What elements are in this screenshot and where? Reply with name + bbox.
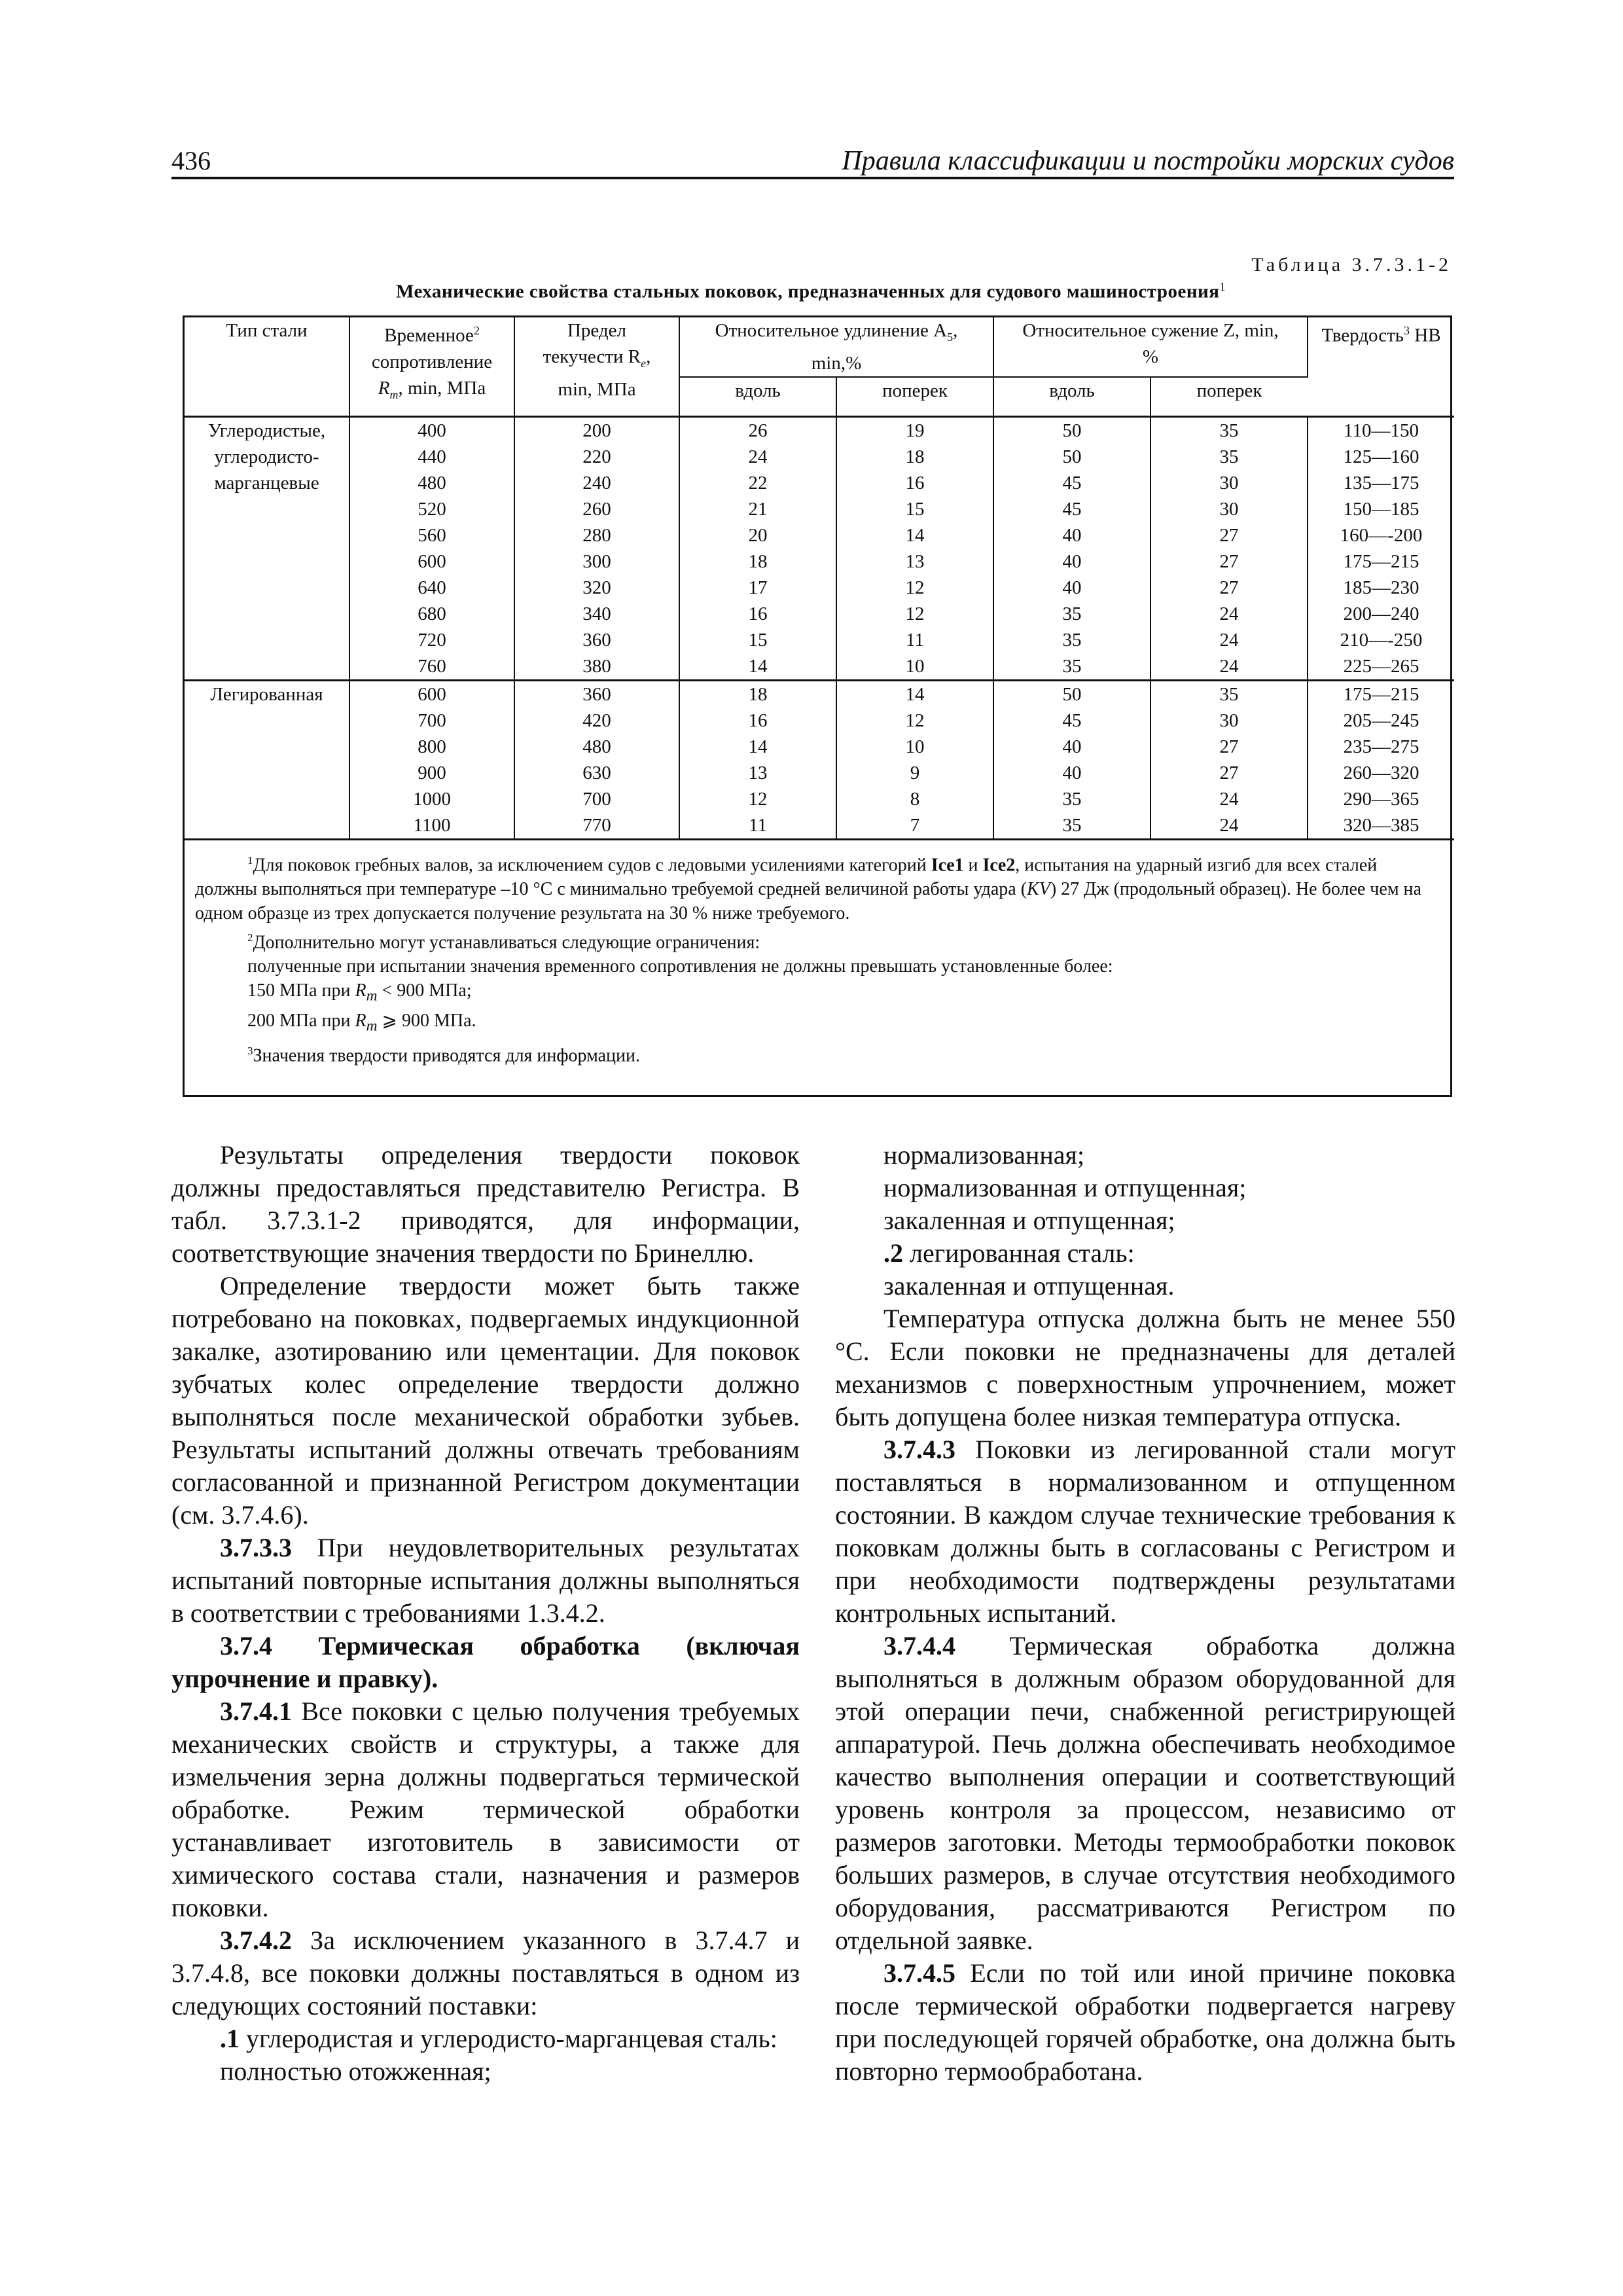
steel-type-line: марганцевые [214,472,319,493]
cell-value: 700 [418,709,446,731]
cell-value: 420 [582,709,611,731]
cell-value: 14 [748,736,768,757]
cell-value: 16 [748,709,768,731]
footnote-1: $^1$Для поковок гребных валов, за исключением судов с ледовыми усилениями категорий Ice1 и Ice2, испытания на ударный изгиб для всех сталей должны выполняться при температуре –10 °С с минимально требуемой средней величиной работы удара (KV) 27 Дж (продольный образец). Не более чем на одном образце из трех допускается получение результата на 30 % ниже требуемого. [195,853,1421,924]
clause-number: 3.7.4.4 [883,1631,955,1660]
cell-value: 40 [1062,550,1082,572]
col-header-reduct-along: вдоль [993,377,1150,417]
footnote-2-text: полученные при испытании значения временного сопротивления не должны превышать установленные более: [247,956,1113,977]
cell-value: 30 [1219,498,1239,520]
steel-type-line: Углеродистые, [207,420,326,441]
cell-value: 290—365 [1343,788,1419,810]
cell-value: 45 [1062,709,1082,731]
table-cell [514,680,679,839]
cell-value: 18 [905,446,925,467]
cell-value: 27 [1219,577,1239,598]
cell-value: 27 [1219,524,1239,546]
cell-value: 640 [418,577,446,598]
table-cell [993,680,1150,839]
cell-value: 150—185 [1343,498,1419,520]
cell-value: 800 [418,736,446,757]
cell-value: 11 [906,629,924,651]
table-row-group [185,416,1454,680]
cell-value: 24 [1219,788,1239,810]
cell-value: 26 [748,420,768,441]
cell-value: 19 [905,420,925,441]
col-header-elongation: Относительное удлинение $A_5$, min,% [679,317,993,377]
cell-value: 12 [905,603,925,624]
cell-value: 15 [905,498,925,520]
cell-value: 14 [905,524,925,546]
cell-value: 360 [582,629,611,651]
cell-value: 320—385 [1343,814,1419,836]
col-header-reduct-across: поперек [1150,377,1308,417]
cell-value: 35 [1219,420,1239,441]
table-cell [1150,416,1308,680]
cell-value: 40 [1062,762,1082,783]
cell-value: 630 [582,762,611,783]
cell-value: 35 [1062,788,1082,810]
cell-value: 175—215 [1343,550,1419,572]
cell-value: 35 [1219,446,1239,467]
cell-value: 45 [1062,472,1082,493]
paragraph: 3.7.3.3 При неудовлетворительных результатах испытаний повторные испытания должны выполняться в соответствии с требованиями 1.3.4.2. [171,1533,800,1628]
col-header-tensile: Временное$^2$ сопротивление $R_m$, min, МПа [349,317,514,416]
list-item: .1 углеродистая и углеродисто-марганцевая сталь: [220,2024,777,2053]
cell-value: 16 [905,472,925,493]
cell-value: 35 [1219,683,1239,705]
footnote-2-limit-b: 200 МПа при $R_m$ ⩾ 900 МПа. [247,1011,476,1035]
body-column-left [171,1139,800,2088]
table-cell [679,416,836,680]
table-cell [836,416,993,680]
footnote-2-limit-a: 150 МПа при $R_m < 900$ МПа; [247,980,472,1005]
cell-value: 1100 [413,814,451,836]
paragraph: 3.7.4.4 Термическая обработка должна выполняться в должным образом оборудованной для этой операции печи, снабженной регистрирующей аппаратурой. Печь должна обеспечивать необходимое качество выполнения операции и соответствующий уровень контроля за процессом, независимо от размеров заготовки. Методы термообработки поковок больших размеров, в случае отсутствия необходимого оборудования, рассматриваются Регистром по отдельной заявке. [835,1631,1455,1955]
cell-value: 480 [582,736,611,757]
cell-value: 700 [582,788,611,810]
cell-value: 50 [1062,683,1082,705]
list-item: нормализованная; [883,1140,1085,1170]
footnote-3: $^3$Значения твердости приводятся для информации. [247,1044,641,1066]
cell-value: 16 [748,603,768,624]
cell-value: 24 [1219,814,1239,836]
table-title-note: 1 [1219,280,1226,293]
clause-number: 3.7.4.1 [220,1696,292,1726]
section-heading: 3.7.4 Термическая обработка (включая упрочнение и правку). [171,1631,800,1693]
cell-value: 175—215 [1343,683,1419,705]
paragraph: 3.7.4.1 Все поковки с целью получения требуемых механических свойств и структуры, а также для измельчения зерна должны подвергаться термической обработке. Режим термической обработки устанавливает изготовитель в зависимости от химического состава стали, назначения и размеров поковки. [171,1696,800,1922]
table-cell [1150,680,1308,839]
cell-value: 20 [748,524,768,546]
cell-value: 45 [1062,498,1082,520]
table-cell [514,416,679,680]
cell-value: 600 [418,683,446,705]
cell-value: 35 [1062,629,1082,651]
col-header-reduction: Относительное сужение Z, min, % [993,317,1308,377]
cell-value: 135—175 [1343,472,1419,493]
cell-value: 760 [418,655,446,677]
cell-value: 50 [1062,420,1082,441]
cell-value: 205—245 [1343,709,1419,731]
table-cell [1308,416,1454,680]
cell-value: 14 [748,655,768,677]
cell-value: 12 [905,577,925,598]
cell-value: 13 [748,762,768,783]
steel-type-cell [185,416,349,680]
paragraph: 3.7.4.2 За исключением указанного в 3.7.4.7 и 3.7.4.8, все поковки должны поставляться в одном из следующих состояний поставки: [171,1926,800,2020]
paragraph: Определение твердости может быть также потребовано на поковках, подвергаемых индукционной закалке, азотированию или цементации. Для поковок зубчатых колес определение твердости должно выполняться после механической обработки зубьев. Результаты испытаний должны отвечать требованиям согласованной и признанной Регистром документации (см. 3.7.4.6). [171,1271,800,1530]
cell-value: 340 [582,603,611,624]
cell-value: 110—150 [1344,420,1419,441]
cell-value: 22 [748,472,768,493]
table-label: Таблица 3.7.3.1-2 [1251,254,1452,276]
table-cell [993,416,1150,680]
clause-number: 3.7.3.3 [220,1533,292,1562]
cell-value: 9 [910,762,920,783]
cell-value: 600 [418,550,446,572]
properties-grid [185,317,1454,840]
cell-value: 30 [1219,472,1239,493]
cell-value: 260—320 [1343,762,1419,783]
cell-value: 720 [418,629,446,651]
list-item: полностью отожженная; [220,2056,491,2086]
cell-value: 160—-200 [1340,524,1423,546]
cell-value: 35 [1062,603,1082,624]
col-header-hardness: Твердость$^3$ НВ [1308,317,1454,416]
cell-value: 125—160 [1343,446,1419,467]
steel-type-cell [185,680,349,839]
table-cell [349,680,514,839]
properties-table [183,315,1452,1097]
cell-value: 18 [748,683,768,705]
cell-value: 15 [748,629,768,651]
clause-number: 3.7.4.5 [883,1958,955,1988]
col-header-elong-across: поперек [836,377,993,417]
steel-type-line: Легированная [210,683,323,705]
cell-value: 560 [418,524,446,546]
cell-value: 770 [582,814,611,836]
list-item: .2 легированная сталь: [883,1238,1135,1268]
cell-value: 50 [1062,446,1082,467]
cell-value: 35 [1062,814,1082,836]
cell-value: 35 [1062,655,1082,677]
body-column-right [835,1139,1455,2088]
paragraph: Температура отпуска должна быть не менее 550 °С. Если поковки не предназначены для деталей механизмов с поверхностным упрочнением, может быть допущена более низкая температура отпуска. [835,1304,1455,1431]
list-item: закаленная и отпущенная; [883,1206,1175,1235]
cell-value: 24 [1219,655,1239,677]
cell-value: 520 [418,498,446,520]
cell-value: 380 [582,655,611,677]
col-header-elong-along: вдоль [679,377,836,417]
cell-value: 400 [418,420,446,441]
cell-value: 480 [418,472,446,493]
cell-value: 27 [1219,736,1239,757]
list-item: нормализованная и отпущенная; [883,1173,1247,1202]
cell-value: 220 [582,446,611,467]
cell-value: 10 [905,736,925,757]
cell-value: 24 [1219,603,1239,624]
header-rule [171,177,1454,179]
table-cell [679,680,836,839]
cell-value: 14 [905,683,925,705]
cell-value: 1000 [413,788,451,810]
cell-value: 27 [1219,550,1239,572]
cell-value: 11 [749,814,767,836]
cell-value: 280 [582,524,611,546]
cell-value: 210—-250 [1340,629,1423,651]
cell-value: 200 [582,420,611,441]
cell-value: 40 [1062,736,1082,757]
table-footnotes [185,840,1450,1067]
cell-value: 8 [910,788,920,810]
running-title: Правила классификации и постройки морских судов [842,146,1454,176]
cell-value: 17 [748,577,768,598]
cell-value: 18 [748,550,768,572]
cell-value: 40 [1062,524,1082,546]
col-header-yield: Предел текучести $R_e$, min, МПа [514,317,679,416]
col-header-type: Тип стали [185,317,349,416]
cell-value: 235—275 [1343,736,1419,757]
table-cell [349,416,514,680]
cell-value: 200—240 [1343,603,1419,624]
cell-value: 225—265 [1343,655,1419,677]
cell-value: 680 [418,603,446,624]
cell-value: 24 [748,446,768,467]
clause-number: 3.7.4.3 [883,1435,955,1464]
cell-value: 7 [910,814,920,836]
cell-value: 300 [582,550,611,572]
cell-value: 27 [1219,762,1239,783]
table-row-group [185,680,1454,839]
table-title [183,280,1438,303]
table-title-text: Механические свойства стальных поковок, предназначенных для судового машиностроения [396,281,1220,302]
cell-value: 185—230 [1343,577,1419,598]
cell-value: 440 [418,446,446,467]
paragraph: Результаты определения твердости поковок должны предоставляться представителю Регистра. В табл. 3.7.3.1-2 приводятся, для информации, соответствующие значения твердости по Бринеллю. [171,1140,800,1268]
cell-value: 360 [582,683,611,705]
cell-value: 13 [905,550,925,572]
paragraph: 3.7.4.3 Поковки из легированной стали могут поставляться в нормализованном и отпущенном состоянии. В каждом случае технические требования к поковкам должны быть в согласованы с Регистром и при необходимости подтверждены результатами контрольных испытаний. [835,1435,1455,1628]
list-item: закаленная и отпущенная. [883,1271,1175,1300]
table-cell [836,680,993,839]
cell-value: 240 [582,472,611,493]
cell-value: 10 [905,655,925,677]
cell-value: 320 [582,577,611,598]
paragraph: 3.7.4.5 Если по той или иной причине поковка после термической обработки подвергается нагреву при последующей горячей обработке, она должна быть повторно термообработана. [835,1958,1455,2086]
cell-value: 30 [1219,709,1239,731]
cell-value: 260 [582,498,611,520]
cell-value: 900 [418,762,446,783]
clause-number: 3.7.4.2 [220,1926,292,1955]
cell-value: 12 [748,788,768,810]
page-number: 436 [171,146,211,175]
steel-type-line: углеродисто- [214,446,319,467]
cell-value: 24 [1219,629,1239,651]
cell-value: 12 [905,709,925,731]
table-cell [1308,680,1454,839]
footnote-2: $^2$Дополнительно могут устанавливаться следующие ограничения: [247,931,760,953]
cell-value: 40 [1062,577,1082,598]
cell-value: 21 [748,498,768,520]
